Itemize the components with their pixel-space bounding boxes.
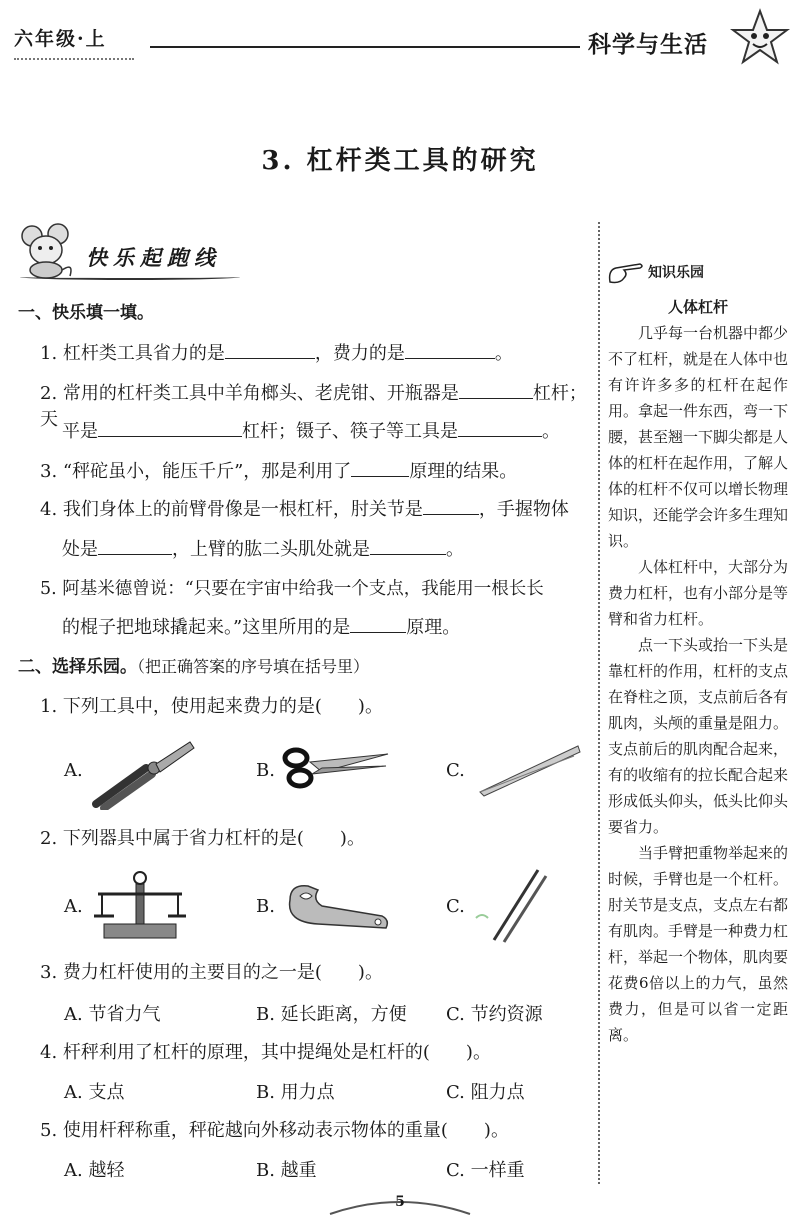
fill-question-1: 1. 杠杆类工具省力的是 ，费力的是 。 (40, 340, 592, 367)
star-mascot-icon (730, 8, 790, 68)
option-a-label: A. (64, 896, 83, 917)
option-b-label: B. (256, 896, 275, 917)
series-title: 科学与生活 (588, 32, 708, 58)
knowledge-garden-heading: 知识乐园 (648, 265, 704, 281)
sidebar-paragraph: 人体杠杆中，大部分为费力杠杆，也有小部分是等臂和省力杠杆。 (608, 558, 789, 628)
scissors-icon[interactable] (282, 744, 392, 792)
fill-question-2: 2. 常用的杠杆类工具中羊角榔头、老虎钳、开瓶器是 杠杆；天 (40, 380, 592, 433)
section-heading-choice: 二、选择乐园。（把正确答案的序号填在括号里） (18, 657, 370, 677)
blank[interactable] (370, 536, 446, 555)
blank[interactable] (405, 340, 495, 359)
choice-3-option-c[interactable]: C. 节约资源 (446, 1004, 543, 1025)
page-number: 5 (395, 1194, 405, 1210)
choice-question-4: 4. 杆秤利用了杠杆的原理，其中提绳处是杠杆的( )。 (40, 1042, 491, 1063)
sidebar-divider (598, 222, 600, 1184)
chopsticks-icon[interactable] (474, 864, 554, 944)
option-c-label: C. (446, 896, 465, 917)
option-a-label: A. (64, 760, 83, 781)
bottle-opener-icon[interactable] (282, 880, 392, 934)
pointing-hand-icon (606, 260, 646, 286)
fill-question-2-cont: 平是 杠杆；镊子、筷子等工具是 。 (62, 418, 614, 445)
blank[interactable] (459, 380, 533, 399)
fill-question-5: 5. 阿基米德曾说：“只要在宇宙中给我一个支点，我能用一根长长 (40, 579, 544, 599)
sidebar-paragraph: 点一下头或抬一下头是靠杠杆的作用，杠杆的支点在脊柱之顶，支点前后各有肌肉，头颅的重量是阻力。支点前后的肌肉配合起来，有的收缩有的拉长配合起来形成低头仰头，低头比仰头要省力。 (608, 636, 789, 836)
header-rule (150, 46, 580, 48)
fill-question-4-cont: 处是 ，上臂的肱二头肌处就是 。 (62, 536, 614, 563)
option-b-label: B. (256, 760, 275, 781)
choice-5-option-b[interactable]: B. 越重 (256, 1160, 317, 1181)
header-dotted-decoration (14, 52, 134, 60)
page-title: 3. 杠杆类工具的研究 (261, 146, 539, 176)
choice-4-option-b[interactable]: B. 用力点 (256, 1082, 335, 1103)
blank[interactable] (350, 614, 406, 633)
choice-5-option-a[interactable]: A. 越轻 (64, 1160, 125, 1181)
fill-question-4: 4. 我们身体上的前臂骨像是一根杠杆，肘关节是 ，手握物体 (40, 496, 592, 523)
sidebar-paragraph: 当手臂把重物举起来的时候，手臂也是一个杠杆。肘关节是支点，支点左右都有肌肉。手臂是一种费力杠杆，举起一个物体，肌肉要花费6倍以上的力气，虽然费力，但是可以省一定距离。 (608, 844, 789, 1044)
blank[interactable] (423, 496, 479, 515)
choice-3-option-a[interactable]: A. 节省力气 (64, 1004, 161, 1025)
pliers-icon[interactable] (90, 734, 200, 810)
choice-question-2: 2. 下列器具中属于省力杠杆的是( )。 (40, 828, 365, 849)
choice-3-option-b[interactable]: B. 延长距离，方便 (256, 1004, 407, 1025)
blank[interactable] (458, 418, 542, 437)
blank[interactable] (225, 340, 315, 359)
blank[interactable] (351, 458, 409, 477)
fill-question-5-cont: 的棍子把地球撬起来。”这里所用的是 原理。 (62, 614, 614, 641)
blank[interactable] (98, 536, 172, 555)
tweezers-icon[interactable] (474, 742, 584, 798)
mouse-mascot-icon (18, 222, 78, 280)
choice-question-3: 3. 费力杠杆使用的主要目的之一是( )。 (40, 962, 383, 983)
choice-4-option-a[interactable]: A. 支点 (64, 1082, 125, 1103)
sidebar-article-body (608, 320, 788, 1048)
section-badge: 快乐起跑线 (86, 245, 221, 270)
choice-5-option-c[interactable]: C. 一样重 (446, 1160, 525, 1181)
balance-scale-icon[interactable] (92, 868, 188, 942)
sidebar-article-title: 人体杠杆 (667, 298, 728, 316)
choice-4-option-c[interactable]: C. 阻力点 (446, 1082, 525, 1103)
choice-question-1: 1. 下列工具中，使用起来费力的是( )。 (40, 696, 383, 717)
grade-label: 六年级·上 (14, 28, 107, 50)
choice-question-5: 5. 使用杆秤称重，秤砣越向外移动表示物体的重量( )。 (40, 1120, 509, 1141)
section-heading-fill-in: 一、快乐填一填。 (18, 303, 154, 323)
fill-question-3: 3. “秤砣虽小，能压千斤”，那是利用了 原理的结果。 (40, 458, 592, 485)
option-c-label: C. (446, 760, 465, 781)
sidebar-paragraph: 几乎每一台机器中都少不了杠杆，就是在人体中也有许许多多的杠杆在起作用。拿起一件东西，弯一下腰，甚至翘一下脚尖都是人体的杠杆在起作用，了解人体的杠杆不仅可以增长物理知识，还能学会许多生理知识。 (608, 324, 789, 550)
badge-underline (20, 274, 240, 280)
blank[interactable] (98, 418, 242, 437)
